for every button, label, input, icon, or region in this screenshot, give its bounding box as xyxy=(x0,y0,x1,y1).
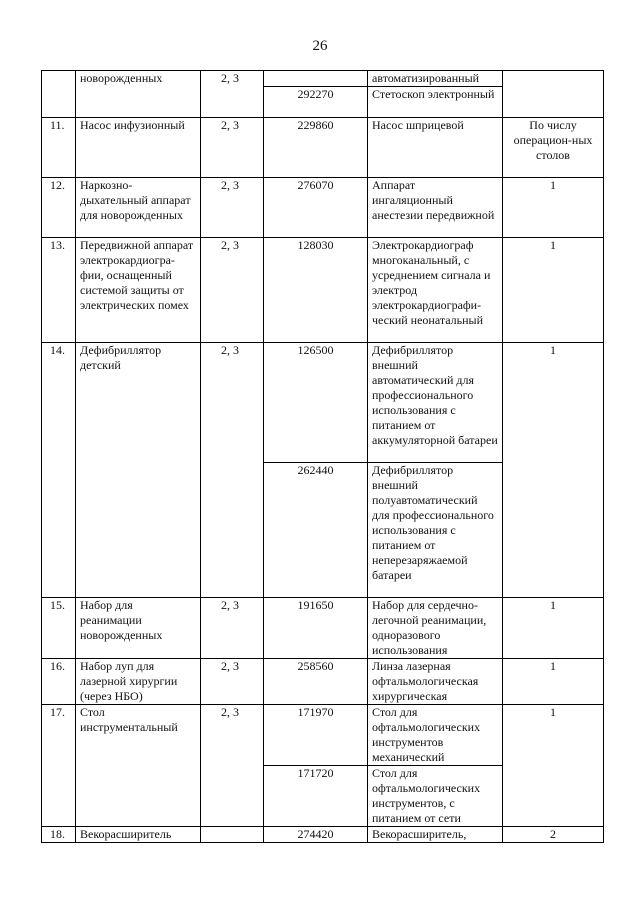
code-cell: 126500 xyxy=(264,343,368,463)
equipment-name-cell: новорожденных xyxy=(76,71,201,118)
device-type-cell: Набор для сердечно-легочной реанимации, одноразового использования xyxy=(368,598,503,659)
equipment-name-cell: Передвижной аппарат электрокардиогра-фии, оснащенный системой защиты от электрических помех xyxy=(76,238,201,343)
class-cell: 2, 3 xyxy=(201,118,264,178)
device-type-cell: Дефибриллятор внешний автоматический для профессионального использования с питанием от аккумуляторной батареи xyxy=(368,343,503,463)
table-row xyxy=(42,598,604,659)
code-cell: 171720 xyxy=(264,766,368,827)
row-number-cell: 13. xyxy=(42,238,76,343)
class-cell: 2, 3 xyxy=(201,343,264,598)
equipment-name-cell: Набор для реанимации новорожденных xyxy=(76,598,201,659)
row-number-cell: 12. xyxy=(42,178,76,238)
device-type-cell: Стетоскоп электронный xyxy=(368,87,503,118)
quantity-cell: 1 xyxy=(503,238,604,343)
device-type-cell: Векорасширитель, xyxy=(368,827,503,843)
code-cell: 262440 xyxy=(264,463,368,598)
equipment-table xyxy=(41,70,604,843)
table-row xyxy=(42,118,604,178)
table-row xyxy=(42,238,604,343)
code-cell: 292270 xyxy=(264,87,368,118)
device-type-cell: Аппарат ингаляционный анестезии передвижной xyxy=(368,178,503,238)
device-type-cell: Стол для офтальмологических инструментов механический xyxy=(368,705,503,766)
quantity-cell: 1 xyxy=(503,178,604,238)
device-type-cell: Стол для офтальмологических инструментов, с питанием от сети xyxy=(368,766,503,827)
class-cell xyxy=(201,827,264,843)
row-number-cell: 14. xyxy=(42,343,76,598)
class-cell: 2, 3 xyxy=(201,178,264,238)
table-row xyxy=(42,827,604,843)
code-cell: 258560 xyxy=(264,659,368,705)
quantity-cell: 1 xyxy=(503,598,604,659)
row-number-cell: 18. xyxy=(42,827,76,843)
code-cell: 128030 xyxy=(264,238,368,343)
code-cell: 171970 xyxy=(264,705,368,766)
equipment-name-cell: Набор луп для лазерной хирургии (через НБО) xyxy=(76,659,201,705)
row-number-cell: 16. xyxy=(42,659,76,705)
quantity-cell xyxy=(503,71,604,118)
code-cell: 276070 xyxy=(264,178,368,238)
quantity-cell: 1 xyxy=(503,659,604,705)
row-number-cell: 11. xyxy=(42,118,76,178)
device-type-cell: Линза лазерная офтальмологическая хирургическая xyxy=(368,659,503,705)
class-cell: 2, 3 xyxy=(201,598,264,659)
equipment-name-cell: Наркозно-дыхательный аппарат для новорожденных xyxy=(76,178,201,238)
device-type-cell: Насос шприцевой xyxy=(368,118,503,178)
class-cell: 2, 3 xyxy=(201,238,264,343)
row-number-cell: 15. xyxy=(42,598,76,659)
row-number-cell: 17. xyxy=(42,705,76,827)
table-row xyxy=(42,705,604,766)
device-type-cell: Дефибриллятор внешний полуавтоматический для профессионального использования с питанием от неперезаряжаемой батареи xyxy=(368,463,503,598)
code-cell: 229860 xyxy=(264,118,368,178)
quantity-cell: 2 xyxy=(503,827,604,843)
quantity-cell: 1 xyxy=(503,705,604,827)
equipment-name-cell: Векорасширитель xyxy=(76,827,201,843)
table-row xyxy=(42,343,604,463)
class-cell: 2, 3 xyxy=(201,71,264,118)
class-cell: 2, 3 xyxy=(201,705,264,827)
device-type-cell: Электрокардиограф многоканальный, с усреднением сигнала и электрод электрокардиографи-ческий неонатальный xyxy=(368,238,503,343)
row-number-cell xyxy=(42,71,76,118)
quantity-cell: 1 xyxy=(503,343,604,598)
quantity-cell: По числу операцион-ных столов xyxy=(503,118,604,178)
class-cell: 2, 3 xyxy=(201,659,264,705)
page-number: 26 xyxy=(312,38,328,54)
code-cell xyxy=(264,71,368,87)
equipment-name-cell: Стол инструментальный xyxy=(76,705,201,827)
table-row xyxy=(42,659,604,705)
table-row xyxy=(42,71,604,87)
device-type-cell: автоматизированный xyxy=(368,71,503,87)
code-cell: 274420 xyxy=(264,827,368,843)
equipment-name-cell: Насос инфузионный xyxy=(76,118,201,178)
equipment-name-cell: Дефибриллятор детский xyxy=(76,343,201,598)
code-cell: 191650 xyxy=(264,598,368,659)
table-row xyxy=(42,178,604,238)
